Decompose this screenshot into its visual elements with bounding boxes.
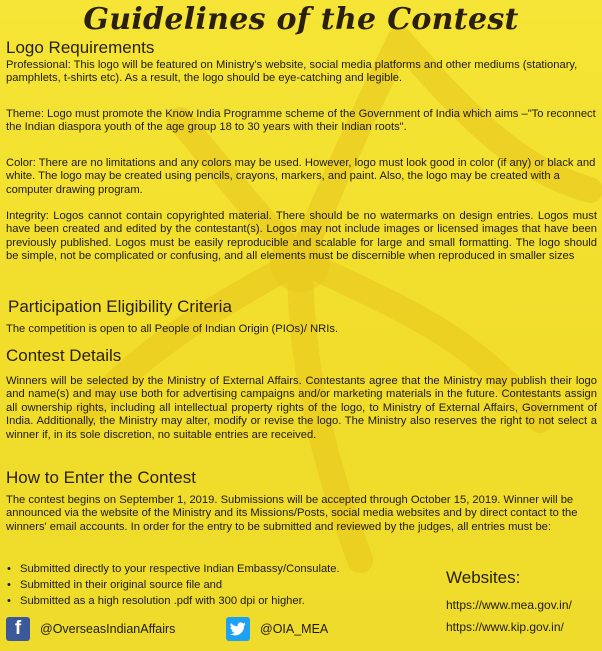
twitter-handle[interactable] xyxy=(226,616,328,642)
eligibility-heading: Participation Eligibility Criteria xyxy=(8,297,232,316)
twitter-icon xyxy=(226,617,250,641)
eligibility-paragraph: The competition is open to all People of Indian Origin (PIOs)/ NRIs. xyxy=(6,323,339,335)
color-paragraph: Color: There are no limitations and any colors may be used. However, logo must look good in color (if any) or black and white. The logo may be created using pencils, crayons, markers, and paint. Also, the logo may be created with a computer drawing program. xyxy=(6,157,596,196)
websites-heading: Websites: xyxy=(446,568,521,587)
list-item: • Submitted directly to your respective Indian Embassy/Consulate. xyxy=(6,561,340,577)
professional-paragraph: Professional: This logo will be featured on Ministry's website, social media platforms and other mediums (stationary, pamphlets, t-shirts etc). As a result, the logo should be eye-catching and legible. xyxy=(6,59,578,85)
website-link-mea[interactable]: https://www.mea.gov.in/ xyxy=(446,598,572,612)
integrity-paragraph: Integrity: Logos cannot contain copyrighted material. There should be no watermarks on design entries. Logos must have been created and edited by the contestant(s). Logos may not include images or licensed images that have been previously published. Logos must be easily reproducible and scalable for large and small formatting. The logo should be simple, not be complicated or confusing, and all elements must be discernible when reproduced in smaller sizes xyxy=(6,210,597,263)
twitter-handle-text: @OIA_MEA xyxy=(260,622,329,636)
list-item: • Submitted in their original source file and xyxy=(6,577,340,593)
logo-requirements-heading: Logo Requirements xyxy=(6,38,155,57)
contest-details-heading: Contest Details xyxy=(6,346,122,365)
how-to-enter-paragraph: The contest begins on September 1, 2019. Submissions will be accepted through October 15, 2019. Winner will be announced via the website of the Ministry and its Missions/Posts, social media websites and by direct contact to the winners' email accounts. In order for the entry to be submitted and reviewed by the judges, all entries must be: xyxy=(6,494,578,533)
how-to-enter-heading: How to Enter the Contest xyxy=(6,468,196,487)
requirements-list xyxy=(6,561,340,609)
theme-paragraph: Theme: Logo must promote the Know India Programme scheme of the Government of India which aims –"To reconnect the Indian diaspora youth of the age group 18 to 30 years with their Indian roots". xyxy=(6,108,596,134)
facebook-handle[interactable] xyxy=(6,616,175,642)
website-link-kip[interactable]: https://www.kip.gov.in/ xyxy=(446,620,564,634)
list-item: • Submitted as a high resolution .pdf with 300 dpi or higher. xyxy=(6,593,340,609)
facebook-icon: f xyxy=(6,617,30,641)
page-title: Guidelines of the Contest xyxy=(83,2,519,37)
facebook-handle-text: @OverseasIndianAffairs xyxy=(40,622,176,636)
contest-details-paragraph: Winners will be selected by the Ministry of External Affairs. Contestants agree that the Ministry may publish their logo and name(s) and may use both for advertising campaigns and/or marketing materials in the future. Contestants assign all ownership rights, including all intellectual property rights of the logo, to Ministry of External Affairs, Government of India. Additionally, the Ministry may alter, modify or revise the logo. The Ministry also reserves the right to not select a winner if, in its sole discretion, no suitable entries are received. xyxy=(6,375,597,441)
